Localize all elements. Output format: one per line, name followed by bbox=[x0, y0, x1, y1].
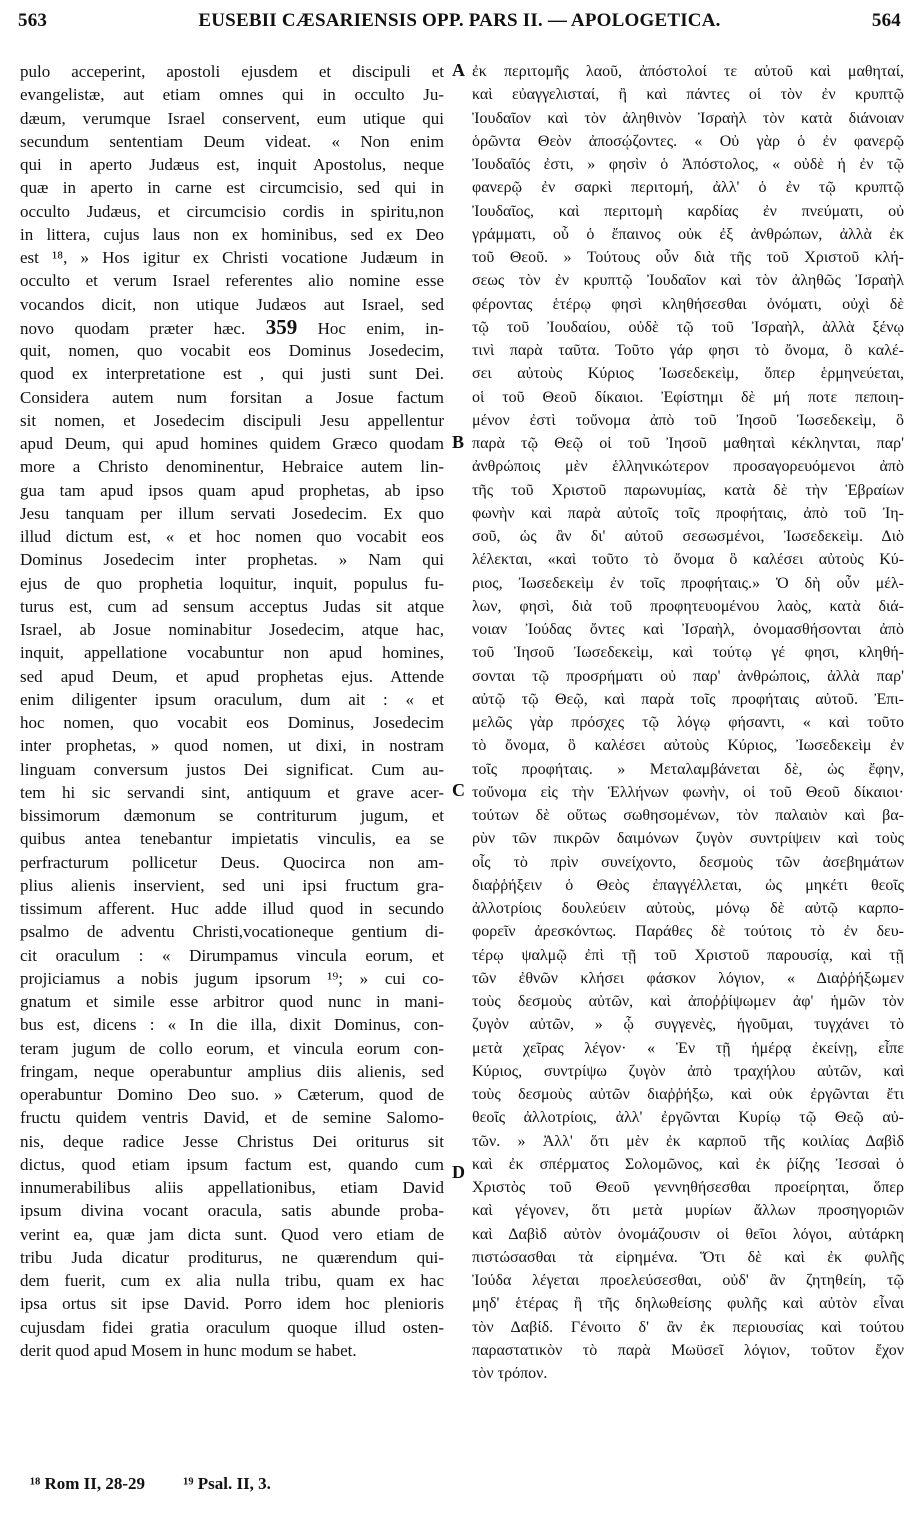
latin-line: gua tam apud ipsos quam apud prophetas, ab ipso bbox=[20, 480, 444, 500]
latin-line: fringam, neque operabuntur amplius diis alienis, sed bbox=[20, 1061, 444, 1081]
latin-line: vocandos dicit, non utique Judæos aut Israel, sed bbox=[20, 294, 444, 314]
latin-line: perfracturum pollicetur Deus. Quocirca non am- bbox=[20, 852, 444, 872]
latin-line: quit, nomen, quo vocabit eos Dominus Josedecim, bbox=[20, 341, 444, 360]
latin-line: Jesu tanquam per illum servati Josedecim. Ex quo bbox=[20, 503, 444, 523]
greek-line: μένον ἐστὶ τοὔνομα ἀπὸ τοῦ Ἰησοῦ Ἰωσεδεκεὶμ, ὃ bbox=[472, 411, 904, 429]
footnote-18: ¹⁸ Rom II, 28-29 bbox=[30, 1474, 146, 1493]
line-text-tail: Hoc enim, in- bbox=[317, 318, 444, 338]
latin-line: ipsa ortus sit ipse David. Porro idem hoc plenioris bbox=[20, 1294, 444, 1314]
greek-line: ἀλλοτρίοις δουλεύειν αὐτοὺς, μόνῳ δὲ αὐτῷ καρπο- bbox=[472, 900, 904, 917]
greek-line: ἀνθρώποις μὲν ἑλληνικώτερον προσαγορευόμενοι ἀπὸ bbox=[472, 458, 904, 476]
latin-line: nis, deque radice Jesse Christus Dei oriturus sit bbox=[20, 1131, 444, 1151]
latin-line: ipsum divina vocant oracula, satis abunde proba- bbox=[20, 1201, 444, 1221]
latin-line: turus est, cum ad sensum acceptus Judas sit atque bbox=[20, 596, 444, 616]
greek-column bbox=[472, 60, 904, 1385]
latin-line: innumerabilibus aliis appellationibus, etiam David bbox=[20, 1178, 444, 1197]
latin-line: Considera autem num forsitan a Josue factum bbox=[20, 387, 444, 407]
latin-column bbox=[20, 60, 444, 1362]
latin-line: secundum sententiam Deum videat. « Non enim bbox=[20, 131, 444, 151]
greek-line: τέρῳ ψαλμῷ ἐπὶ τῇ τοῦ Χριστοῦ παρουσίᾳ, καὶ τῇ bbox=[472, 946, 904, 964]
latin-line: more a Christo denominentur, Hebraice autem lin- bbox=[20, 457, 444, 477]
greek-line: οἷς τὸ πρὶν συνείχοντο, δεσμοὺς τῶν ἀσεβημάτων bbox=[472, 853, 904, 871]
latin-line: sit nomen, et Josedecim discipuli Jesu appellentur bbox=[20, 410, 444, 430]
latin-line: quibus antea tenebantur impietatis vinculis, ea se bbox=[20, 829, 444, 849]
greek-line: μελῶς γὰρ πρόσχες τῷ λόγῳ φήσαντι, « καὶ τοῦτο bbox=[472, 714, 904, 731]
greek-line: τοῦ Θεοῦ. » Τούτους οὖν διὰ τῆς τοῦ Χριστοῦ κλή- bbox=[472, 249, 904, 266]
greek-line: τινὶ παρὰ ταῦτα. Τοῦτο γάρ φησι τὸ ὄνομα, ὃ καλέ- bbox=[472, 342, 904, 359]
latin-line: est ¹⁸, » Hos igitur ex Christi vocatione Judæum in bbox=[20, 248, 444, 267]
greek-line: καὶ ἐκ σπέρματος Σολομῶνος, καὶ ἐκ ῥίζης Ἰεσσαὶ ὁ bbox=[472, 1155, 904, 1173]
greek-line: τῆς τοῦ Χριστοῦ παρωνυμίας, κατὰ δὲ τὴν Ἑβραίων bbox=[472, 481, 904, 499]
greek-line: ρὺν τῶν πικρῶν δαιμόνων ζυγὸν συντρίψειν καὶ τοὺς bbox=[472, 830, 904, 848]
greek-line: Ἰούδα λέγεται προελεύσεσθαι, οὐδ' ἂν ζητηθείη, τῷ bbox=[472, 1272, 904, 1289]
latin-line: gnatum et simile esse arbitror quod nunc in mani- bbox=[20, 992, 444, 1011]
latin-line: cujusdam fidei gratia oraculum quoque illud osten- bbox=[20, 1317, 444, 1337]
footnote-19: ¹⁹ Psal. II, 3. bbox=[183, 1474, 271, 1493]
greek-line: σονται τῷ προσρήματι οὐ παρ' ἀνθρώποις, ἀλλὰ παρ' bbox=[472, 667, 904, 685]
greek-line: τῶν ἐθνῶν κλήσει φάσκον λόγιον, « Διαῤῥήξωμεν bbox=[472, 969, 904, 987]
latin-line: Dominus Josedecim inter prophetas. » Nam qui bbox=[20, 550, 444, 570]
greek-line: νοιαν Ἰούδας ὄντες καὶ Ἰσραὴλ, ὀνομασθήσονται ἀπὸ bbox=[472, 621, 904, 638]
greek-line: φωνὴν καὶ παρὰ αὐτοῖς τοῖς προφήταις, ἀπὸ τοῦ Ἰη- bbox=[472, 504, 904, 522]
latin-line: projiciamus a nobis jugum ipsorum ¹⁹; » cui co- bbox=[20, 968, 444, 988]
greek-line: καὶ εὐαγγελισταί, ἢ καὶ πάντες οἱ τὸν ἐν κρυπτῷ bbox=[472, 86, 904, 104]
latin-line: occulto et verum Israel referentes alio nomine esse bbox=[20, 271, 444, 291]
latin-line: dæum, verumque Israel conservent, eum utique qui bbox=[20, 108, 444, 128]
greek-line: παρὰ τῷ Θεῷ οἱ τοῦ Ἰησοῦ μαθηταὶ κέκληνται, παρ' bbox=[472, 435, 904, 452]
greek-line: Ἰουδαῖος, καὶ περιτομὴ καρδίας ἐν πνεύματι, οὐ bbox=[472, 202, 904, 220]
latin-line: quæ in aperto in carne est circumcisio, sed qui in bbox=[20, 178, 444, 198]
greek-line: ὁρῶντα Θεὸν ἀποσῴζοντες. « Οὐ γὰρ ὁ ἐν φανερῷ bbox=[472, 132, 904, 150]
latin-line: teram jugum de collo eorum, et vincula eorum con- bbox=[20, 1038, 444, 1058]
latin-line: bissimorum dæmonum se contriturum jugum, et bbox=[20, 806, 444, 825]
latin-line: sed apud Deum, et apud prophetas ejus. Attende bbox=[20, 666, 444, 686]
greek-line: τὸν Δαβίδ. Γένοιτο δ' ἂν ἐκ περιουσίας καὶ τούτου bbox=[472, 1318, 904, 1336]
greek-line: σοῦ, ὡς ἂν δι' αὐτοῦ σεσωσμένοι, Ἰωσεδεκεὶμ. Διὸ bbox=[472, 528, 904, 545]
greek-line: Ἰουδαῖός ἐστι, » φησὶν ὁ Ἀπόστολος, « οὐδὲ ἡ ἐν τῷ bbox=[472, 156, 904, 173]
greek-line: φορεῖν ἀρεσκόντως. Παράθες δὲ τούτοις τὸ ἐν δευ- bbox=[472, 923, 904, 941]
latin-line: dem fuerit, cum ex alia nulla tribu, quam ex hac bbox=[20, 1271, 444, 1290]
greek-line: Ἰουδαῖον καὶ τὸν ἀληθινὸν Ἰσραὴλ τὸν κατὰ διάνοιαν bbox=[472, 109, 904, 127]
latin-line: inquit, appellatione vocabuntur non apud homines, bbox=[20, 643, 444, 663]
footnotes bbox=[30, 1474, 305, 1494]
column-number: 359 bbox=[265, 315, 298, 339]
greek-line: καὶ γέγονεν, ὅτι μετὰ μυρίων ἄλλων προσηγοριῶν bbox=[472, 1202, 904, 1220]
latin-line: quod ex interpretatione est , qui justi sunt Dei. bbox=[20, 364, 444, 384]
latin-line: illud dictum est, « et hoc nomen quo vocabit eos bbox=[20, 527, 444, 546]
greek-line: τούτων δὲ οὕτως σωθησομένων, τὸν παλαιὸν καὶ βα- bbox=[472, 807, 904, 824]
greek-line: παραστατικὸν τὸ παρὰ Μωϋσεῖ λόγιον, τοῦτον ἔχον bbox=[472, 1341, 904, 1359]
latin-line: operabuntur Domino Deo suo. » Cæterum, quod de bbox=[20, 1085, 444, 1104]
latin-line: tem hi sic servandi sint, antiquum et grave acer- bbox=[20, 782, 444, 802]
latin-line: evangelistæ, aut etiam omnes qui in occulto Ju- bbox=[20, 85, 444, 105]
latin-line: plius alienis inservient, sed uni ipsi fructum gra- bbox=[20, 875, 444, 895]
running-header bbox=[18, 10, 901, 38]
latin-line: in littera, cujus laus non ex hominibus, sed ex Deo bbox=[20, 224, 444, 244]
latin-line: cit oraculum : « Dirumpamus vincula eorum, et bbox=[20, 945, 444, 965]
greek-line: τοὺς δεσμοὺς αὐτῶν, καὶ ἀποῤῥίψωμεν ἀφ' ἡμῶν τὸν bbox=[472, 993, 904, 1010]
greek-line: μηδ' ἑτέρας ἢ τῆς δηλωθείσης φυλῆς καὶ αὐτὸν εἶναι bbox=[472, 1295, 904, 1313]
latin-line: occulto Judæus, et circumcisio cordis in spiritu,non bbox=[20, 201, 444, 221]
greek-line: οἱ τοῦ Θεοῦ δίκαιοι. Ἐφίστημι δὲ μή ποτε πεποιη- bbox=[472, 388, 904, 406]
greek-line: πιστώσασθαι τὰ εἰρημένα. Ὅτι δὲ καὶ ἐκ φυλῆς bbox=[472, 1248, 904, 1266]
greek-line: φανερῷ ἐν σαρκὶ περιτομή, ἀλλ' ὁ ἐν τῷ κρυπτῷ bbox=[472, 179, 904, 197]
latin-line: enim diligenter ipsum oraculum, dum ait : « et bbox=[20, 689, 444, 709]
greek-line: φέροντας ἑτέρῳ φησὶ κληθήσεσθαι ὀνόματι, οὐχὶ δὲ bbox=[472, 295, 904, 313]
greek-line: λων, φησὶ, διὰ τοῦ προφητευομένου λαὸς, κατὰ διά- bbox=[472, 597, 904, 615]
greek-line: καὶ Δαβὶδ αὐτὸν ὀνομάζουσιν οἱ θεῖοι λόγοι, αὐτάρκη bbox=[472, 1225, 904, 1243]
greek-line: τοῖς προφήταις. » Μεταλαμβάνεται δὲ, ὡς ἔφην, bbox=[472, 760, 904, 778]
greek-line: τοὔνομα εἰς τὴν Ἑλλήνων φωνὴν, οἱ τοῦ Θεοῦ δίκαιοι· bbox=[472, 783, 904, 801]
latin-line: ejus de quo prophetia loquitur, inquit, populus fu- bbox=[20, 573, 444, 593]
greek-line: σει αὐτοὺς Κύριος Ἰωσεδεκεὶμ, ὅπερ ἑρμηνεύεται, bbox=[472, 365, 904, 383]
latin-line bbox=[20, 316, 444, 339]
greek-line: γράμματι, οὗ ὁ ἔπαινος οὐκ ἐξ ἀνθρώπων, ἀλλὰ ἐκ bbox=[472, 225, 904, 243]
greek-line: τὸ ὄνομα, ὃ καλέσει αὐτοὺς Κύριος, Ἰωσεδεκεὶμ ἐν bbox=[472, 737, 904, 755]
greek-line: ζυγὸν αὐτῶν, » ᾧ συγγενὲς, ἡγοῦμαι, τυγχάνει τὸ bbox=[472, 1016, 904, 1034]
latin-line: tissimum afferent. Huc adde illud quod in secundo bbox=[20, 899, 444, 918]
greek-line: τῷ τοῦ Ἰουδαίου, οὐδὲ τῷ τοῦ Ἰσραὴλ, ἀλλὰ ξένῳ bbox=[472, 318, 904, 336]
latin-line: qui in aperto Judæus est, inquit Apostolus, neque bbox=[20, 155, 444, 174]
greek-line: διαῤῥήξειν ὁ Θεὸς ἐπαγγέλλεται, ὡς μηκέτι θεοῖς bbox=[472, 876, 904, 894]
greek-line: τοῦ Ἰησοῦ Ἰωσεδεκεὶμ, καὶ τούτῳ γέ φησι, κληθή- bbox=[472, 644, 904, 662]
latin-line: linguam conversum justos Dei significat. Cum au- bbox=[20, 759, 444, 779]
greek-line: Κύριος, συντρίψω ζυγὸν ἀπὸ τραχήλου αὐτῶν, καὶ bbox=[472, 1062, 904, 1080]
greek-line: Χριστὸς τοῦ Θεοῦ γεννηθήσεσθαι προείρηται, ὅπερ bbox=[472, 1179, 904, 1196]
greek-line: ριος, Ἰωσεδεκεὶμ ἐν τοῖς προφήταις.» Ὁ δὴ οὖν μέλ- bbox=[472, 574, 904, 592]
margin-letter-a: A bbox=[452, 60, 465, 80]
margin-letter-d: D bbox=[452, 1162, 465, 1182]
latin-line: bus est, dicens : « In die illa, dixit Dominus, con- bbox=[20, 1015, 444, 1035]
margin-letter-c: C bbox=[452, 780, 465, 800]
greek-line: ἐκ περιτομῆς λαοῦ, ἀπόστολοί τε αὐτοῦ καὶ μαθηταί, bbox=[472, 63, 904, 80]
latin-line: apud Deum, qui apud homines quidem Græco quodam bbox=[20, 434, 444, 453]
latin-line: tribu Juda dicatur proditurus, ne quærendum qui- bbox=[20, 1247, 444, 1267]
greek-line: αὐτῷ τῷ Θεῷ, καὶ παρὰ τοῖς προφήταις αὐτοῦ. Ἐπι- bbox=[472, 690, 904, 708]
latin-line: verint ea, quæ jam dicta sunt. Quod vero etiam de bbox=[20, 1224, 444, 1244]
greek-line: θεοῖς ἀλλοτρίοις, ἀλλ' ἐργῶνται Κυρίῳ τῷ Θεῷ αὐ- bbox=[472, 1109, 904, 1127]
greek-line: τῶν. » Ἀλλ' ὅτι μὲν ἐκ καρποῦ τῆς κοιλίας Δαβὶδ bbox=[472, 1132, 904, 1150]
latin-line: pulo acceperint, apostoli ejusdem et discipuli et bbox=[20, 62, 444, 81]
margin-letter-b: B bbox=[452, 432, 465, 452]
greek-line: μετὰ χεῖρας λέγον· « Ἐν τῇ ἡμέρᾳ ἐκείνῃ, εἶπε bbox=[472, 1039, 904, 1057]
line-text: novo quodam præter hæc. bbox=[20, 318, 246, 338]
latin-line: hoc nomen, quo vocabit eos Dominus, Josedecim bbox=[20, 713, 444, 732]
latin-line: fructu quidem ventris David, et de semine Salomo- bbox=[20, 1108, 444, 1128]
latin-line: psalmo de adventu Christi,vocationeque gentium di- bbox=[20, 922, 444, 942]
page-number-left: 563 bbox=[18, 10, 48, 31]
latin-line: derit quod apud Mosem in hunc modum se habet. bbox=[20, 1340, 357, 1360]
latin-line: Israel, ab Josue nominabitur Josedecim, atque hac, bbox=[20, 620, 444, 639]
page-number-right: 564 bbox=[871, 10, 901, 31]
latin-line: inter prophetas, » quod nomen, ut dixi, in nostram bbox=[20, 736, 444, 756]
greek-line: τὸν τρόπον. bbox=[472, 1365, 548, 1382]
greek-line: σεως τὸν ἐν κρυπτῷ Ἰουδαῖον καὶ τὸν ἀληθῶς Ἰσραὴλ bbox=[472, 272, 904, 290]
latin-line: dictus, quod etiam ipsum factum est, quando cum bbox=[20, 1154, 444, 1174]
running-title: EUSEBII CÆSARIENSIS OPP. PARS II. — APOLOGETICA. bbox=[198, 10, 721, 31]
greek-line: λέλεκται, «καὶ τοῦτο τὸ ὄνομα ὃ καλέσει αὐτοὺς Κύ- bbox=[472, 551, 904, 569]
greek-line: τοὺς δεσμοὺς αὐτῶν διαῤῥήξω, καὶ οὐκ ἐργῶνται ἔτι bbox=[472, 1086, 904, 1103]
